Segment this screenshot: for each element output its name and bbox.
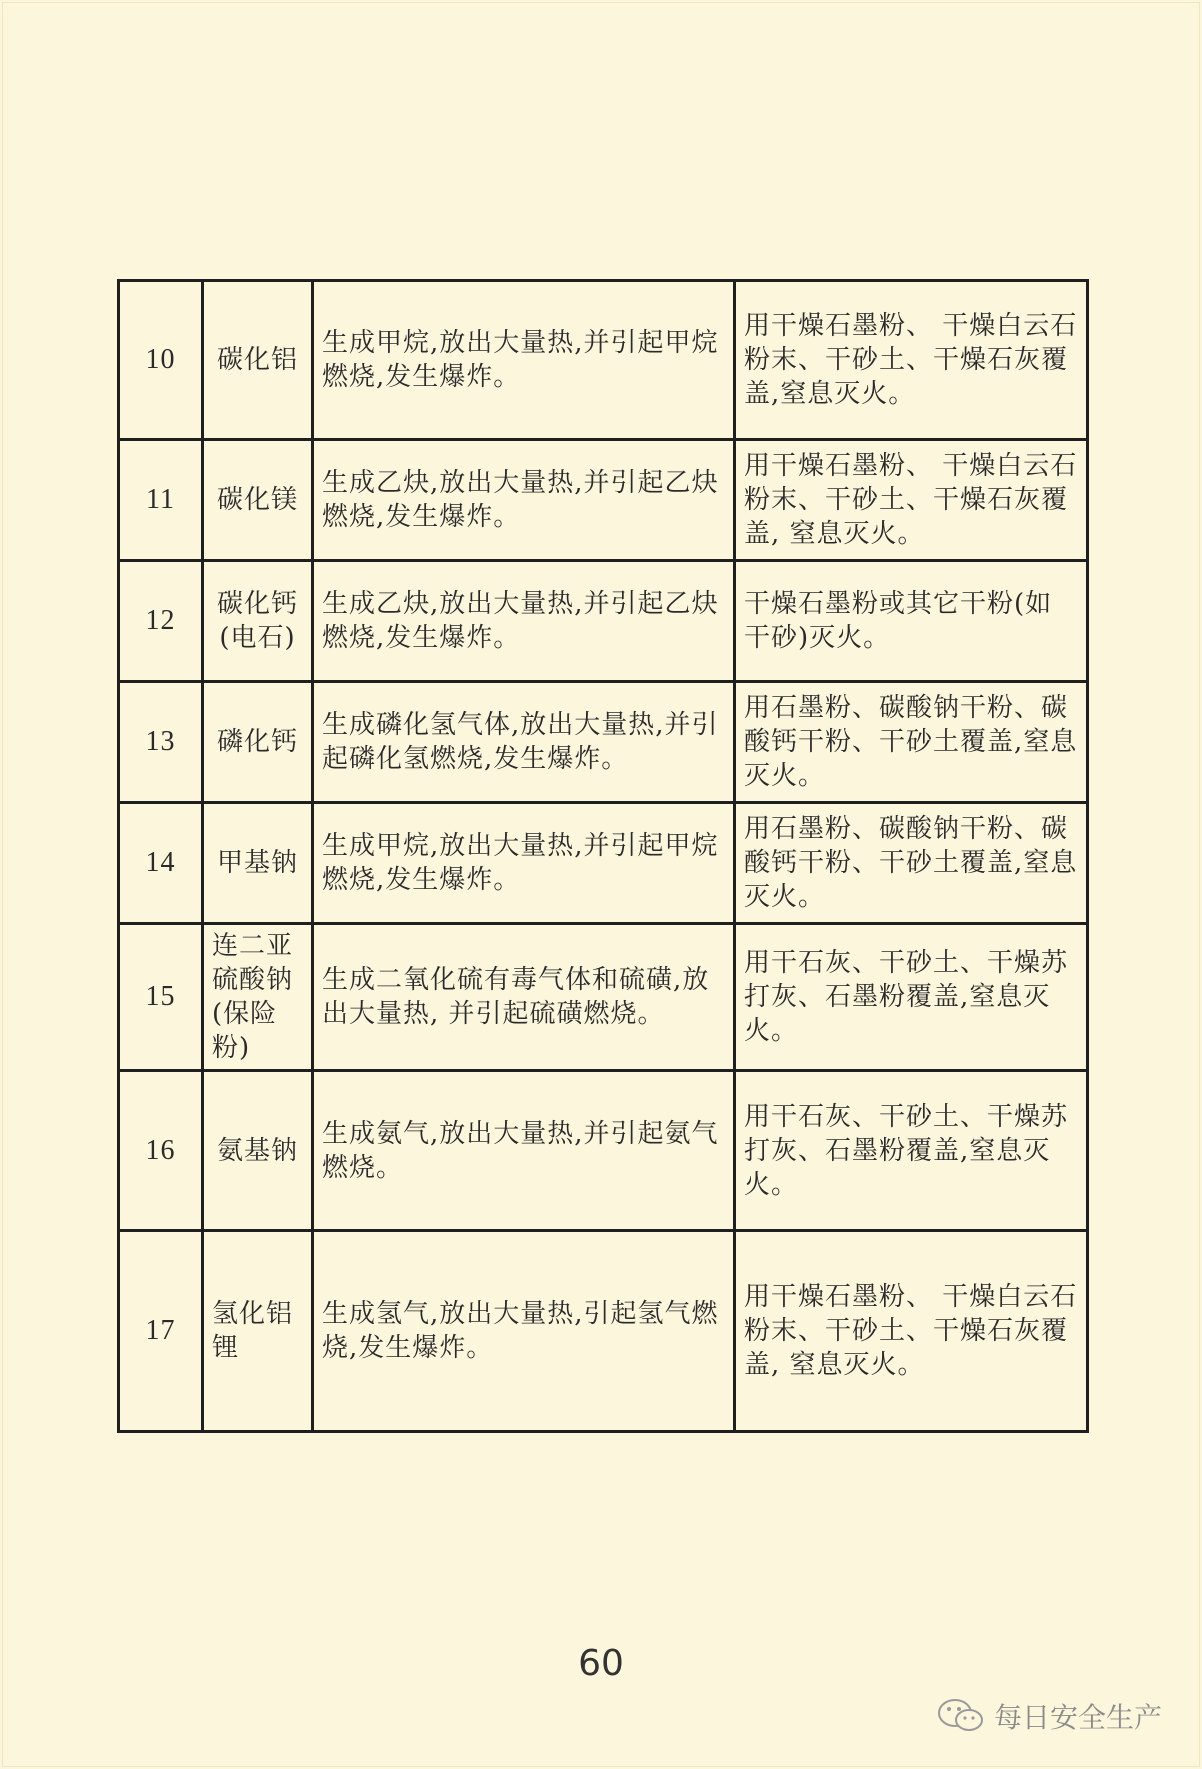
row-number: 13 xyxy=(119,682,203,803)
watermark-text: 每日安全生产 xyxy=(993,1701,1162,1734)
row-number: 17 xyxy=(119,1231,203,1432)
extinguishing-method: 用干石灰、干砂土、干燥苏打灰、石墨粉覆盖,窒息灭火。 xyxy=(735,924,1088,1071)
table-row xyxy=(119,1071,1088,1231)
reaction-description: 生成氨气,放出大量热,并引起氨气燃烧。 xyxy=(313,1071,735,1231)
row-number: 14 xyxy=(119,803,203,924)
substance-name: 碳化钙(电石) xyxy=(203,561,313,682)
reaction-description: 生成甲烷,放出大量热,并引起甲烷燃烧,发生爆炸。 xyxy=(313,803,735,924)
reaction-description: 生成氢气,放出大量热,引起氢气燃烧,发生爆炸。 xyxy=(313,1231,735,1432)
substance-name: 甲基钠 xyxy=(203,803,313,924)
table-row xyxy=(119,803,1088,924)
reaction-description: 生成磷化氢气体,放出大量热,并引起磷化氢燃烧,发生爆炸。 xyxy=(313,682,735,803)
extinguishing-method: 干燥石墨粉或其它干粉(如干砂)灭火。 xyxy=(735,561,1088,682)
substance-name: 氢化铝锂 xyxy=(203,1231,313,1432)
page-number: 60 xyxy=(578,1643,624,1684)
table-row xyxy=(119,561,1088,682)
table-row xyxy=(119,924,1088,1071)
substance-name: 氨基钠 xyxy=(203,1071,313,1231)
substance-name: 碳化铝 xyxy=(203,281,313,440)
extinguishing-method: 用石墨粉、碳酸钠干粉、碳酸钙干粉、干砂土覆盖,窒息灭火。 xyxy=(735,803,1088,924)
row-number: 10 xyxy=(119,281,203,440)
extinguishing-method: 用干石灰、干砂土、干燥苏打灰、石墨粉覆盖,窒息灭火。 xyxy=(735,1071,1088,1231)
table-row xyxy=(119,682,1088,803)
row-number: 11 xyxy=(119,440,203,561)
extinguishing-method: 用干燥石墨粉、 干燥白云石粉末、干砂土、干燥石灰覆盖,窒息灭火。 xyxy=(735,281,1088,440)
table-row xyxy=(119,281,1088,440)
row-number: 16 xyxy=(119,1071,203,1231)
extinguishing-method: 用干燥石墨粉、 干燥白云石粉末、干砂土、干燥石灰覆盖, 窒息灭火。 xyxy=(735,440,1088,561)
hazard-table xyxy=(117,279,1089,1433)
substance-name: 连二亚硫酸钠(保险粉) xyxy=(203,924,313,1071)
reaction-description: 生成二氧化硫有毒气体和硫磺,放出大量热, 并引起硫磺燃烧。 xyxy=(313,924,735,1071)
row-number: 12 xyxy=(119,561,203,682)
extinguishing-method: 用干燥石墨粉、 干燥白云石粉末、干砂土、干燥石灰覆盖, 窒息灭火。 xyxy=(735,1231,1088,1432)
row-number: 15 xyxy=(119,924,203,1071)
reaction-description: 生成乙炔,放出大量热,并引起乙炔燃烧,发生爆炸。 xyxy=(313,440,735,561)
table-row xyxy=(119,1231,1088,1432)
substance-name: 碳化镁 xyxy=(203,440,313,561)
reaction-description: 生成甲烷,放出大量热,并引起甲烷燃烧,发生爆炸。 xyxy=(313,281,735,440)
substance-name: 磷化钙 xyxy=(203,682,313,803)
extinguishing-method: 用石墨粉、碳酸钠干粉、碳酸钙干粉、干砂土覆盖,窒息灭火。 xyxy=(735,682,1088,803)
watermark xyxy=(936,1696,1162,1736)
wechat-icon xyxy=(936,1697,986,1735)
reaction-description: 生成乙炔,放出大量热,并引起乙炔燃烧,发生爆炸。 xyxy=(313,561,735,682)
table-row xyxy=(119,440,1088,561)
